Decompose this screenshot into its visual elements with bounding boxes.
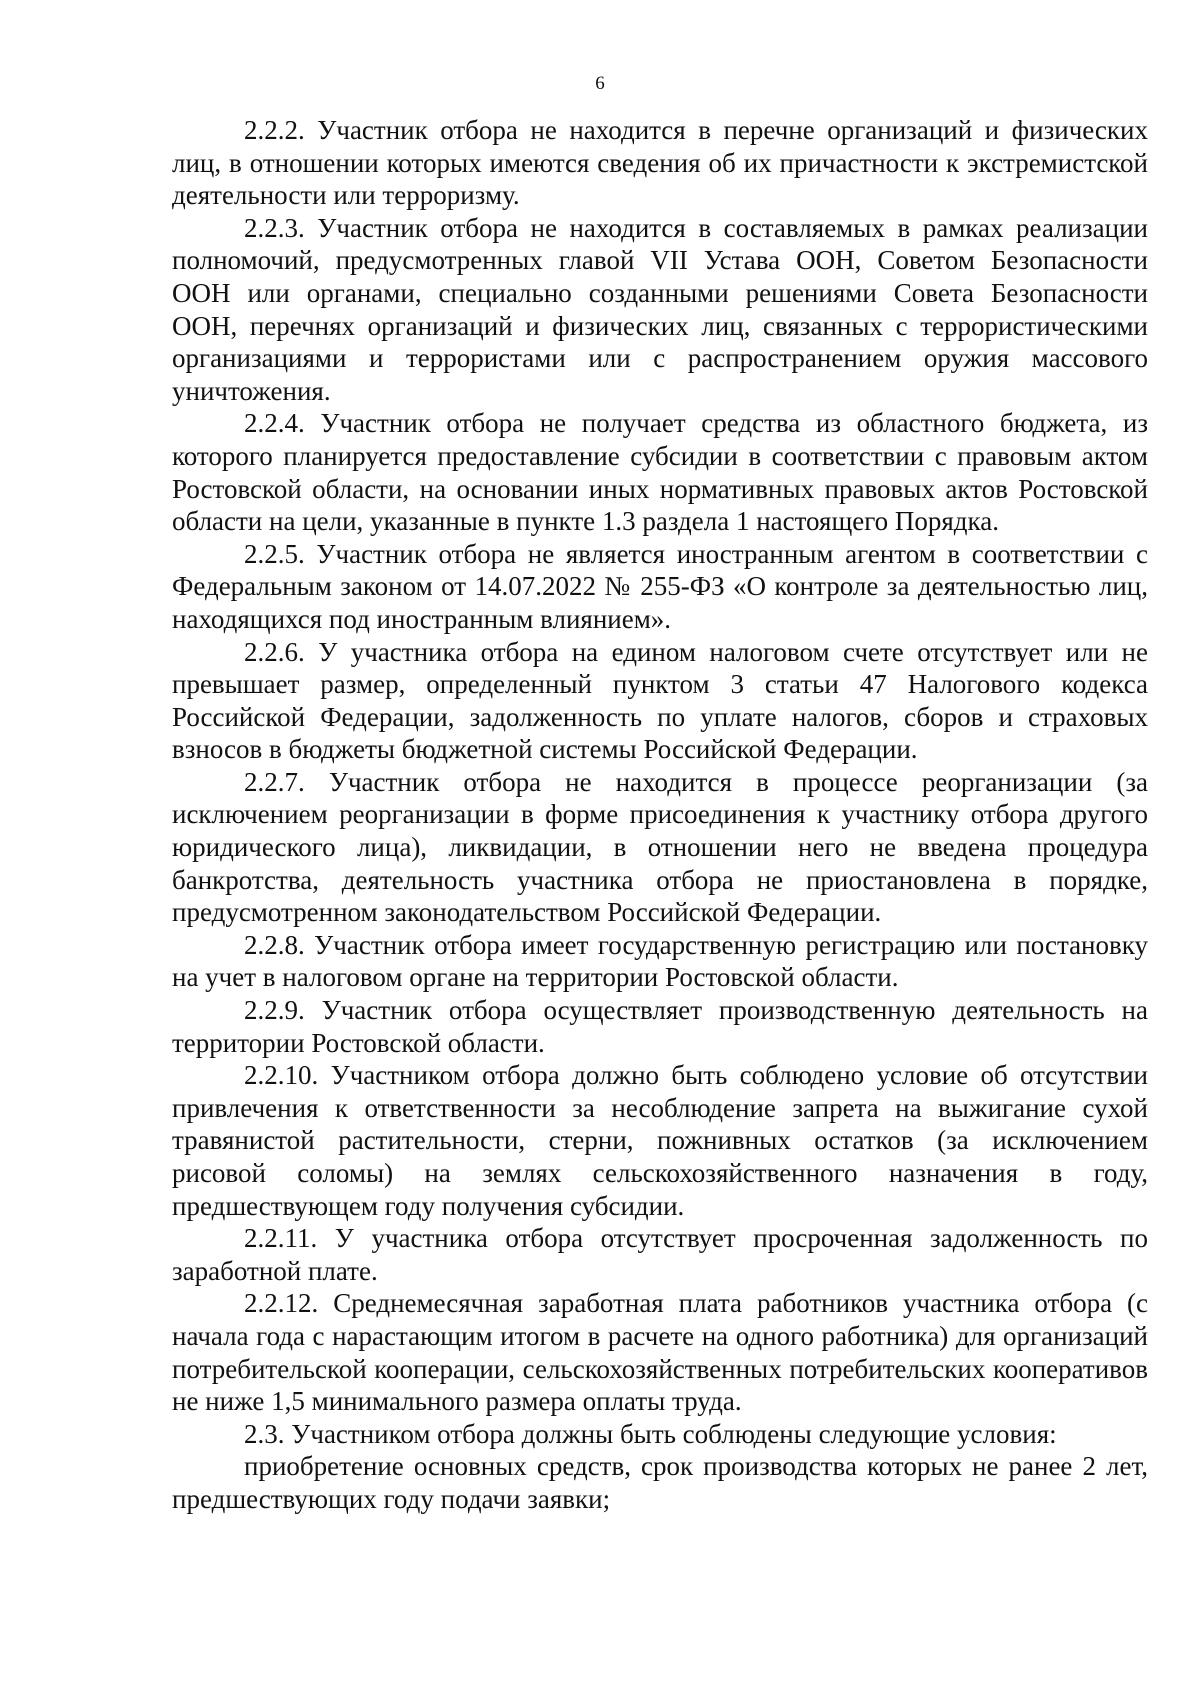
paragraph-2-2-7: 2.2.7. Участник отбора не находится в процессе реорганизации (за исключением реорганизации в форме присоединения к участнику отбора другого юридического лица), ликвидации, в отношении него не введена процедура банкротства, деятельность участника отбора не приостановлена в порядке, предусмотренном законодательством Российской Федерации. [172, 766, 1148, 928]
paragraph-2-2-11: 2.2.11. У участника отбора отсутствует просроченная задолженность по заработной плате. [172, 1223, 1148, 1286]
paragraph-2-2-4: 2.2.4. Участник отбора не получает средства из областного бюджета, из которого планируется предоставление субсидии в соответствии с правовым актом Ростовской области, на основании иных нормативных правовых актов Ростовской области на цели, указанные в пункте 1.3 раздела 1 настоящего Порядка. [172, 408, 1148, 537]
paragraph-2-2-6: 2.2.6. У участника отбора на едином налоговом счете отсутствует или не превышает размер, определенный пунктом 3 статьи 47 Налогового кодекса Российской Федерации, задолженность по уплате налогов, сборов и страховых взносов в бюджеты бюджетной системы Российской Федерации. [172, 636, 1148, 765]
paragraph-2-2-10: 2.2.10. Участником отбора должно быть соблюдено условие об отсутствии привлечения к ответственности за несоблюдение запрета на выжигание сухой травянистой растительности, стерни, пожнивных остатков (за исключением рисовой соломы) на землях сельскохозяйственного назначения в году, предшествующем году получения субсидии. [172, 1060, 1148, 1221]
paragraph-2-3: 2.3. Участником отбора должны быть соблюдены следующие условия: [244, 1418, 1057, 1449]
paragraph-2-2-2: 2.2.2. Участник отбора не находится в перечне организаций и физических лиц, в отношении которых имеются сведения об их причастности к экстремистской деятельности или терроризму. [172, 115, 1148, 211]
page-number: 6 [595, 73, 605, 94]
paragraph-2-2-12: 2.2.12. Среднемесячная заработная плата работников участника отбора (с начала года с нарастающим итогом в расчете на одного работника) для организаций потребительской кооперации, сельскохозяйственных потребительских кооперативов не ниже 1,5 минимального размера оплаты труда. [172, 1288, 1148, 1417]
paragraph-2-2-8: 2.2.8. Участник отбора имеет государственную регистрацию или постановку на учет в налоговом органе на территории Ростовской области. [172, 929, 1148, 993]
paragraph-2-2-9: 2.2.9. Участник отбора осуществляет производственную деятельность на территории Ростовской области. [172, 995, 1148, 1058]
paragraph-condition-fixed-assets: приобретение основных средств, срок производства которых не ранее 2 лет, предшествующих году подачи заявки; [172, 1451, 1148, 1514]
paragraph-2-2-3: 2.2.3. Участник отбора не находится в составляемых в рамках реализации полномочий, предусмотренных главой VII Устава ООН, Советом Безопасности ООН или органами, специально созданными решениями Совета Безопасности ООН, перечнях организаций и физических лиц, связанных с террористическими организациями и террористами или с распространением оружия массового уничтожения. [172, 212, 1148, 406]
document-body [172, 114, 1148, 1516]
paragraph-2-2-5: 2.2.5. Участник отбора не является иностранным агентом в соответствии с Федеральным законом от 14.07.2022 № 255-ФЗ «О контроле за деятельностью лиц, находящихся под иностранным влиянием». [172, 538, 1148, 634]
